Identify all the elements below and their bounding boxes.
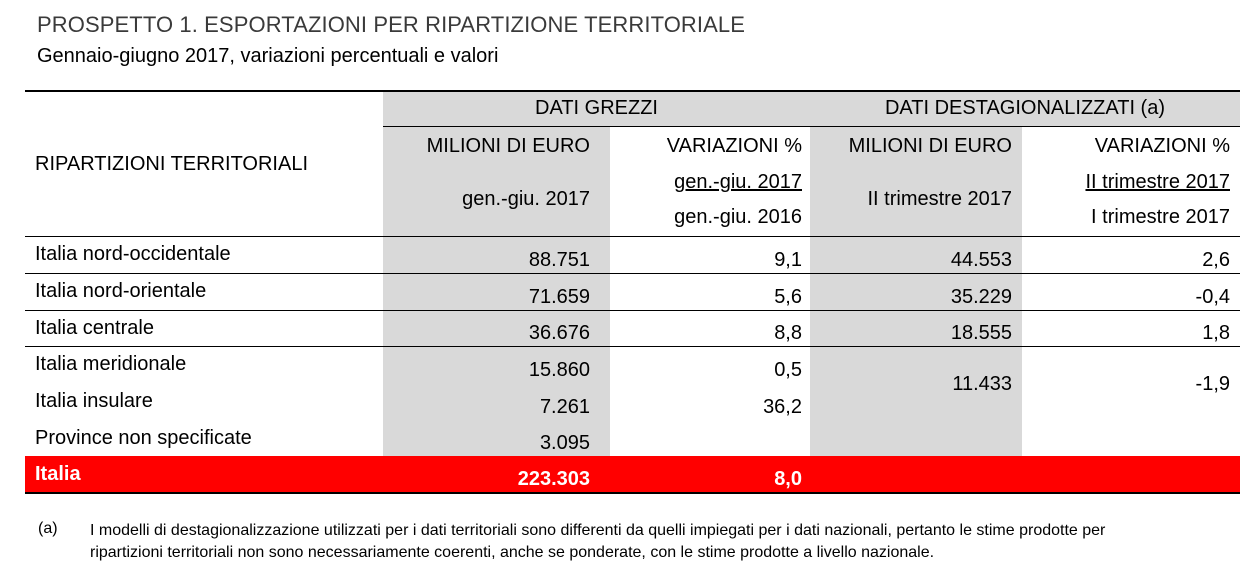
total-label: Italia [35,463,81,485]
footnote-marker: (a) [38,520,58,537]
row-label: Italia nord-orientale [35,280,207,302]
raw-value: 71.659 [528,286,590,308]
raw-change: 9,1 [774,249,802,271]
footnote-text: I modelli di destagionalizzazione utilizzati per i dati territoriali sono differenti da quelli impiegati per i dati nazionali, pertanto le stime prodotte per ripartizioni territoriali non sono necessariamente coerenti, anche se ponderate, con le stime prodotte a livello nazionale. [90,522,1106,561]
col4-unit: VARIAZIONI % [1094,135,1230,157]
table-subtitle: Gennaio-giugno 2017, variazioni percentuali e valori [37,45,499,67]
header-group-rule [383,126,1240,127]
table-bottom-rule [25,492,1240,494]
row-rule-3 [25,346,1240,347]
row-rule-2 [25,310,1240,311]
col2-period-top: gen.-giu. 2017 [674,171,802,193]
group-header-sa: DATI DESTAGIONALIZZATI (a) [884,97,1166,119]
total-raw-change: 8,0 [774,468,802,490]
col2-period-bottom: gen.-giu. 2016 [674,206,802,228]
group-header-raw: DATI GREZZI [535,97,658,119]
col3-unit: MILIONI DI EURO [848,135,1012,157]
sa-change: -0,4 [1195,286,1230,308]
col4-period-bottom: I trimestre 2017 [1091,206,1230,228]
south-islands-sa-change: -1,9 [1195,373,1230,395]
sa-change: 2,6 [1202,249,1230,271]
row-rule-1 [25,273,1240,274]
raw-change: 0,5 [774,359,802,381]
row-label: Italia meridionale [35,353,187,375]
row-header-label: RIPARTIZIONI TERRITORIALI [35,153,309,175]
sa-change: 1,8 [1202,322,1230,344]
header-bottom-rule [25,236,1240,237]
raw-change: 8,8 [774,322,802,344]
south-islands-sa-value: 11.433 [952,373,1012,395]
table-top-rule [25,90,1240,92]
col1-period: gen.-giu. 2017 [462,188,590,210]
sa-value: 44.553 [950,249,1012,271]
col1-unit: MILIONI DI EURO [426,135,590,157]
raw-value: 36.676 [528,322,590,344]
exports-table [25,90,1240,494]
row-label: Province non specificate [35,427,252,449]
raw-value: 7.261 [539,396,590,418]
raw-value: 15.860 [528,359,590,381]
raw-value: 3.095 [539,432,590,454]
raw-change: 36,2 [763,396,802,418]
sa-value: 18.555 [950,322,1012,344]
row-label: Italia insulare [35,390,153,412]
raw-value: 88.751 [528,249,590,271]
row-label: Italia centrale [35,317,154,339]
col4-period-top: II trimestre 2017 [1085,171,1230,193]
raw-change: 5,6 [774,286,802,308]
total-raw-value: 223.303 [517,468,590,490]
col3-period: II trimestre 2017 [867,188,1012,210]
row-label: Italia nord-occidentale [35,243,231,265]
col2-unit: VARIAZIONI % [666,135,802,157]
sa-value: 35.229 [950,286,1012,308]
table-title: PROSPETTO 1. ESPORTAZIONI PER RIPARTIZIONE TERRITORIALE [37,12,746,37]
